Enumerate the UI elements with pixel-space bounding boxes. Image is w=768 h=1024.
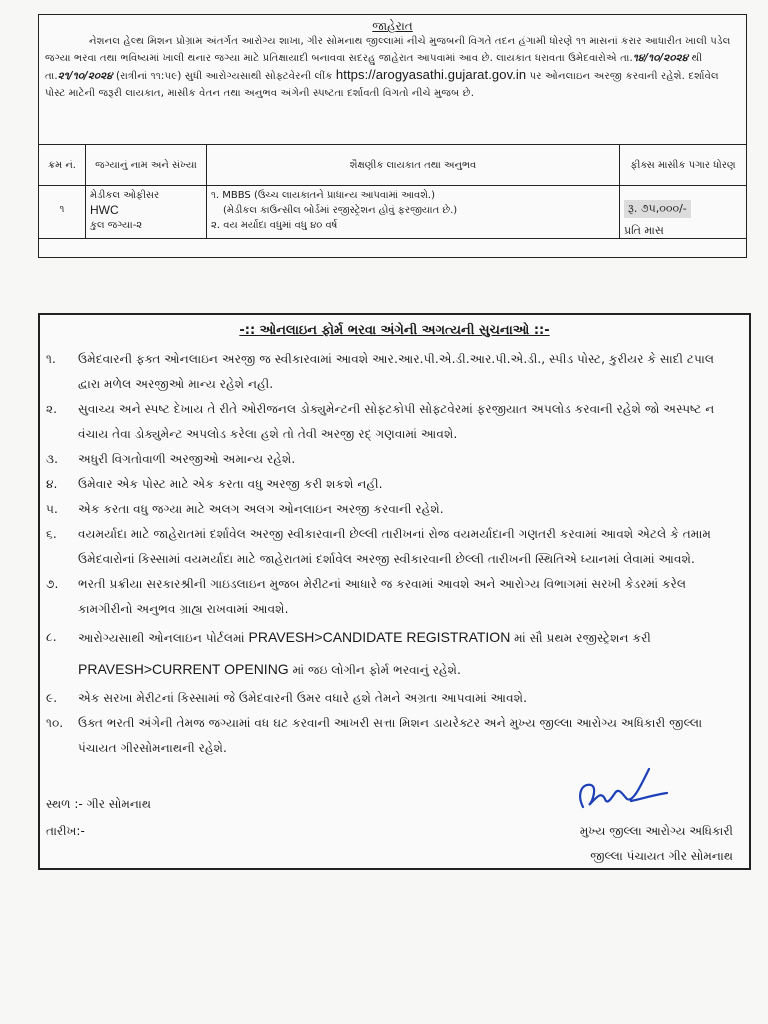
item-text: વયમર્યાદા માટે જાહેરાતમાં દર્શાવેલ અરજી સ્વીકારવાની છેલ્લી તારીખનાં રોજ વયમર્યાદાની ગણતરી કરવામાં આવશે એટલે કે તમામ ઉમેદવારોનાં કિસ્સામાં વયમર્યાદા માટે જાહેરાતમાં દર્શાવેલ અરજી સ્વીકારવાની છેલ્લી તારીખની સ્થિતિએ ધ્યાનમાં લેવામાં આવશે. bbox=[78, 527, 711, 566]
item-text: ઉક્ત ભરતી અંગેની તેમજ જગ્યામાં વધ ઘટ કરવાની આખરી સત્તા મિશન ડાયરેક્ટર અને મુખ્ય જીલ્લા આરોગ્ય અધિકારી જીલ્લા પંચાયત ગીરસોમનાથની રહેશે. bbox=[78, 716, 703, 755]
item-text: ઉમેદવારની ફક્ત ઓનલાઇન અરજી જ સ્વીકારવામાં આવશે આર.આર.પી.એ.ડી.આર.પી.એ.ડી., સ્પીડ પોસ્ટ, કુરીયર કે સાદી ટપાલ દ્વારા મળેલ અરજીઓ માન્ય રહેશે નહી. bbox=[78, 352, 715, 391]
start-date: ૧૪/૧૦/૨૦૨૪ bbox=[632, 52, 689, 64]
signature-icon bbox=[571, 755, 681, 825]
list-item bbox=[46, 572, 739, 622]
list-item bbox=[46, 711, 739, 761]
item-text: માં સૌ પ્રથમ રજીસ્ટ્રેશન કરી bbox=[510, 631, 651, 645]
post-count: કુલ જગ્યા-૨ bbox=[90, 220, 143, 231]
row-qualification bbox=[207, 186, 620, 239]
list-item bbox=[46, 447, 739, 472]
item-number: ૫. bbox=[46, 502, 58, 516]
item-number: ૬. bbox=[46, 527, 57, 541]
header-salary: ફીક્સ માસીક પગાર ધોરણ bbox=[620, 145, 747, 186]
signature-block bbox=[533, 755, 733, 865]
portal-path-opening: PRAVESH>CURRENT OPENING bbox=[78, 661, 289, 677]
table-row bbox=[39, 186, 747, 239]
instructions-title: -:: ઓનલાઇન ફોર્મ ભરવા અંગેની અગત્યની સુચનાઓ ::- bbox=[239, 323, 550, 338]
qualification-1: ૧. MBBS (ઉચ્ચ લાયકાતને પ્રાધાન્ય આપવામાં આવશે.) bbox=[211, 190, 436, 201]
item-text: એક સરખા મેરીટનાં કિસ્સામાં જે ઉમેદવારની ઉમર વધારે હશે તેમને અગ્રતા આપવામાં આવશે. bbox=[78, 691, 528, 705]
list-item bbox=[46, 622, 739, 686]
list-item bbox=[46, 522, 739, 572]
officer-title: મુખ્ય જીલ્લા આરોગ્ય અધિકારી bbox=[579, 824, 733, 838]
header-post: જગ્યાનું નામ અને સંખ્યા bbox=[86, 145, 207, 186]
ad-text-3: (રાત્રીનાં ૧૧:૫૯) સુધી આરોગ્યસાથી સોફ્ટવેરની લીંક bbox=[112, 71, 336, 82]
list-item bbox=[46, 472, 739, 497]
item-number: ૩. bbox=[46, 452, 58, 466]
qualification-note: (મેડીકલ કાઉન્સીલ બોર્ડમાં રજીસ્ટ્રેશન હોવું ફરજીયાત છે.) bbox=[223, 205, 458, 216]
item-number: ૧૦. bbox=[46, 716, 64, 730]
portal-path-registration: PRAVESH>CANDIDATE REGISTRATION bbox=[248, 629, 511, 645]
officer-designation bbox=[580, 819, 733, 869]
posts-table bbox=[38, 144, 747, 239]
item-text: આરોગ્યસાથી ઓનલાઇન પોર્ટલમાં bbox=[78, 631, 249, 645]
officer-office: જીલ્લા પંચાયત ગીર સોમનાથ bbox=[590, 849, 733, 863]
item-number: ૭. bbox=[46, 577, 59, 591]
advertisement-box bbox=[38, 14, 747, 258]
list-item bbox=[46, 397, 739, 447]
item-text: માં જઇ લોગીન ફોર્મ ભરવાનું રહેશે. bbox=[288, 663, 461, 677]
salary-amount: રૂ. ૭૫,૦૦૦/- bbox=[624, 200, 691, 218]
header-serial: ક્રમ નં. bbox=[39, 145, 86, 186]
item-number: ૧. bbox=[46, 352, 56, 366]
item-number: ૨. bbox=[46, 402, 58, 416]
ad-text-1: નેશનલ હેલ્થ મિશન પ્રોગ્રામ અંતર્ગત આરોગ્ય શાખા, ગીર સોમનાથ જીલ્લામાં નીચે મુજબની વિગતે તદન હંગામી ધોરણે ૧૧ માસનાં કરાર આધારીત ખાલી પડેલ જગ્યા ભરવા તથા ભવિષ્યમાં ખાલી થનાર જગ્યા માટે પ્રતિક્ષાયાદી બનાવવા સદરહુ જાહેરાત આપવામાં આવ છે. લાયકાત ધરાવતા ઉમેદવારોએ તા. bbox=[45, 36, 731, 64]
table-header-row bbox=[39, 145, 747, 186]
item-text: ભરતી પ્રક્રીયા સરકારશ્રીની ગાઇડલાઇન મુજબ મેરીટનાં આધારે જ કરવામાં આવશે અને આરોગ્ય વિભાગમાં સરખી કેડરમાં કરેલ કામગીરીનો અનુભવ ગ્રાહ્ય રાખવામાં આવશે. bbox=[78, 577, 687, 616]
ad-text-2: થી તા. bbox=[45, 52, 703, 82]
header-qualification: શૈક્ષણીક લાયકાત તથા અનુભવ bbox=[207, 145, 620, 186]
row-serial: ૧ bbox=[39, 186, 86, 239]
row-post bbox=[86, 186, 207, 239]
date-label: તારીખ:- bbox=[46, 824, 85, 838]
row-salary bbox=[620, 186, 747, 239]
qualification-2: ૨. વય મર્યાદા વધુમાં વધુ ૪૦ વર્ષ bbox=[211, 220, 338, 231]
instructions-list bbox=[46, 347, 739, 761]
place-label: સ્થળ :- ગીર સોમનાથ bbox=[46, 797, 151, 811]
item-text: સુવાચ્ય અને સ્પષ્ટ દેખાય તે રીતે ઓરીજનલ ડોક્યુમેન્ટની સોફ્ટકોપી સોફ્ટવેરમાં ફરજીયાત અપલોડ કરવાની રહેશે જો અસ્પષ્ટ ન વંચાય તેવા ડોક્યુમેન્ટ અપલોડ કરેલા હશે તો તેવી અરજી રદ્ ગણવામાં આવશે. bbox=[78, 402, 715, 441]
item-text: અધુરી વિગતોવાળી અરજીઓ અમાન્ય રહેશે. bbox=[78, 452, 296, 466]
instructions-box bbox=[38, 313, 751, 870]
post-name: મેડીકલ ઓફીસર bbox=[90, 190, 160, 201]
application-url[interactable]: https://arogyasathi.gujarat.gov.in bbox=[335, 67, 527, 82]
post-code: HWC bbox=[90, 203, 119, 217]
advertisement-paragraph bbox=[39, 34, 746, 102]
item-text: એક કરતા વધુ જગ્યા માટે અલગ અલગ ઓનલાઇન અરજી કરવાની રહેશે. bbox=[78, 502, 444, 516]
advertisement-title: જાહેરાત bbox=[372, 19, 413, 33]
item-number: ૯. bbox=[46, 691, 58, 705]
list-item bbox=[46, 347, 739, 397]
list-item bbox=[46, 686, 739, 711]
item-number: ૪. bbox=[46, 477, 58, 491]
salary-period: પ્રતિ માસ bbox=[624, 224, 664, 237]
item-number: ૮. bbox=[46, 630, 57, 644]
end-date: ૨૧/૧૦/૨૦૨૪ bbox=[57, 71, 113, 82]
list-item bbox=[46, 497, 739, 522]
item-text: ઉમેવાર એક પોસ્ટ માટે એક કરતા વધુ અરજી કરી શકશે નહી. bbox=[78, 477, 383, 491]
ad-text-4: પર ઓનલાઇન અરજી કરવાની રહેશે. દર્શાવેલ પોસ્ટ માટેની જરૂરી લાયકાત, માસીક વેતન તથા અનુભવ અંગેની સ્પષ્ટતા દર્શાવતી વિગતો નીચે મુજબ છે. bbox=[45, 71, 719, 99]
